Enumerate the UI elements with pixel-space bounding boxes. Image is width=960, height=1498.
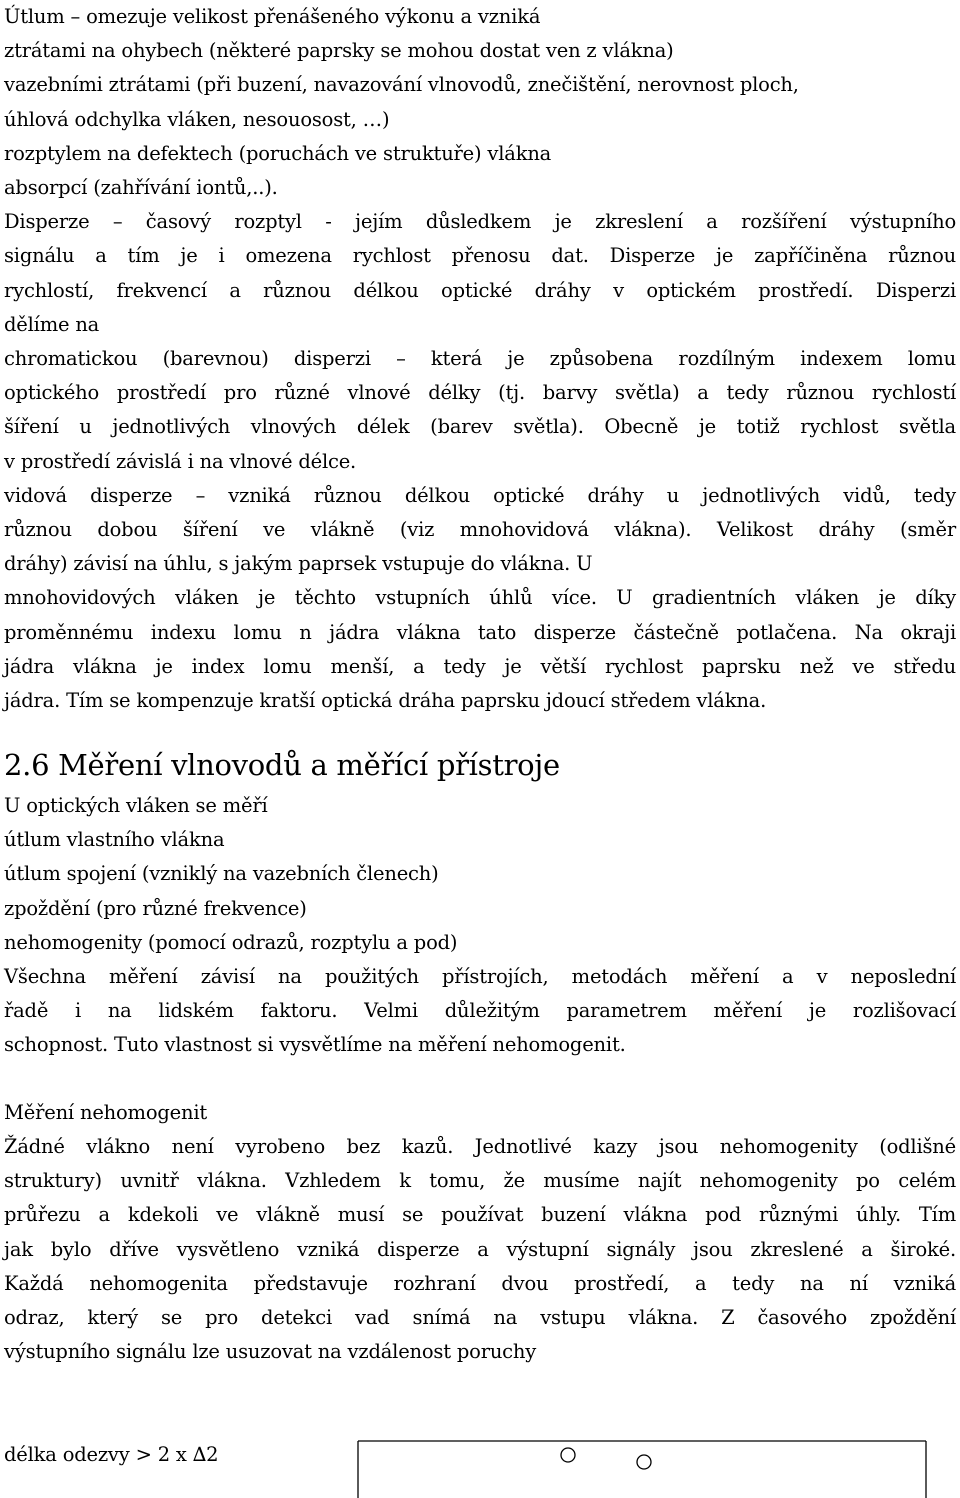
text-line: mnohovidových vláken je těchto vstupních úhlů více. U gradientních vláken je díky	[4, 586, 956, 610]
text-line: dělíme na	[4, 312, 100, 336]
text-line: odraz, který se pro detekci vad snímá na vstupu vlákna. Z časového zpoždění	[4, 1306, 956, 1329]
text-line: různou dobou šíření ve vlákně (viz mnohovidová vlákna). Velikost dráhy (směr	[4, 518, 956, 541]
text-line: nehomogenity (pomocí odrazů, rozptylu a pod)	[4, 930, 458, 954]
text-line: útlum vlastního vlákna	[4, 828, 225, 852]
text-line: rozptylem na defektech (poruchách ve struktuře) vlákna	[4, 141, 552, 165]
text-line: úhlová odchylka vláken, nesouosost, …)	[4, 107, 390, 131]
text-line: U optických vláken se měří	[4, 794, 268, 817]
text-line: Útlum – omezuje velikost přenášeného výkonu a vzniká	[4, 5, 541, 28]
subheading-inhomogeneity: Měření nehomogenit	[4, 1101, 208, 1124]
text-line: Každá nehomogenita představuje rozhraní dvou prostředí, a tedy na ní vzniká	[4, 1271, 956, 1295]
text-line: Disperze – časový rozptyl - jejím důsledkem je zkreslení a rozšíření výstupního	[4, 210, 956, 234]
text-line: absorpcí (zahřívání iontů,..).	[4, 176, 278, 199]
text-line: zpoždění (pro různé frekvence)	[4, 896, 307, 920]
text-line: chromatickou (barevnou) disperzi – která je způsobena rozdílným indexem lomu	[4, 347, 956, 370]
text-line: Všechna měření závisí na použitých přístrojích, metodách měření a v neposlední	[4, 965, 956, 988]
text-line: řadě i na lidském faktoru. Velmi důležitým parametrem měření je rozlišovací	[4, 999, 956, 1023]
text-line: útlum spojení (vzniklý na vazebních členech)	[4, 862, 439, 886]
text-line: průřezu a kdekoli ve vlákně musí se používat buzení vlákna pod různými úhly. Tím	[4, 1203, 956, 1227]
text-line: ztrátami na ohybech (některé paprsky se mohou dostat ven z vlákna)	[4, 39, 674, 63]
text-line: signálu a tím je i omezena rychlost přenosu dat. Disperze je zapříčiněna různou	[4, 244, 956, 268]
text-line: rychlostí, frekvencí a různou délkou optické dráhy v optickém prostředí. Disperzi	[4, 278, 956, 302]
text-line: schopnost. Tuto vlastnost si vysvětlíme na měření nehomogenit.	[4, 1033, 626, 1057]
inhomogeneity-marker-1	[561, 1448, 575, 1462]
text-line: struktury) uvnitř vlákna. Vzhledem k tomu, že musíme najít nehomogenity po celém	[4, 1169, 956, 1193]
text-line: v prostředí závislá i na vlnové délce.	[4, 449, 357, 473]
bottom-label: délka odezvy > 2 x ∆2	[4, 1443, 219, 1466]
text-line: vidová disperze – vzniká různou délkou optické dráhy u jednotlivých vidů, tedy	[4, 483, 956, 507]
text-line: jádra. Tím se kompenzuje kratší optická dráha paprsku jdoucí středem vlákna.	[4, 689, 767, 712]
text-line: Žádné vlákno není vyrobeno bez kazů. Jednotlivé kazy jsou nehomogenity (odlišné	[4, 1135, 956, 1158]
text-line: vazebními ztrátami (při buzení, navazování vlnovodů, znečištění, nerovnost ploch,	[4, 73, 799, 97]
text-line: šíření u jednotlivých vlnových délek (barev světla). Obecně je totiž rychlost světla	[4, 415, 956, 439]
text-line: dráhy) závisí na úhlu, s jakým paprsek vstupuje do vlákna. U	[4, 552, 593, 576]
text-line: jak bylo dříve vysvětleno vzniká disperze a výstupní signály jsou zkreslené a široké.	[4, 1237, 956, 1261]
inhomogeneity-marker-2	[637, 1455, 651, 1469]
text-line: jádra vlákna je index lomu menší, a tedy je větší rychlost paprsku než ve středu	[4, 654, 956, 678]
section-heading: 2.6 Měření vlnovodů a měřící přístroje	[4, 748, 560, 782]
text-line: optického prostředí pro různé vlnové délky (tj. barvy světla) a tedy různou rychlostí	[4, 381, 956, 405]
text-line: proměnnému indexu lomu n jádra vlákna tato disperze částečně potlačena. Na okraji	[4, 620, 956, 644]
text-line: výstupního signálu lze usuzovat na vzdálenost poruchy	[4, 1340, 537, 1364]
